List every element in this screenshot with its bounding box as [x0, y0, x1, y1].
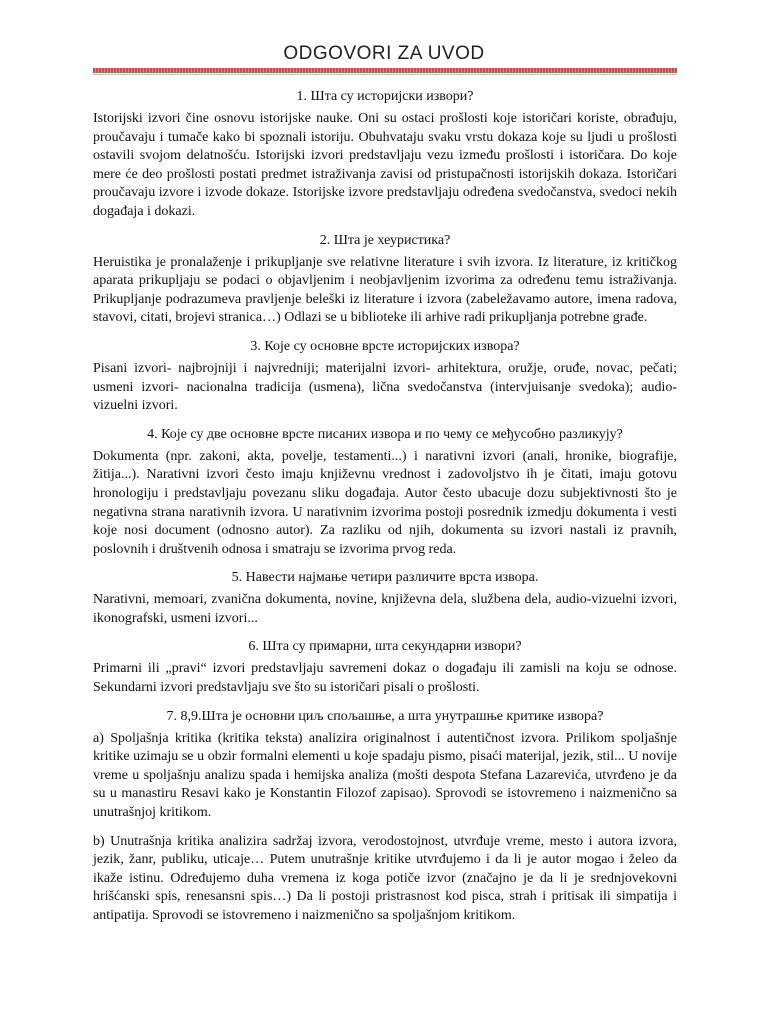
question-heading: 4. Које су две основне врсте писаних извора и по чему се међусобно разликују? [147, 426, 623, 442]
answer-paragraph: Dokumenta (npr. zakoni, akta, povelje, testamenti...) i narativni izvori (anali, hronike, biografije, žitija...). Narativni izvori često imaju književnu vrednost i zadovoljstvo ih je čitati, imaju gotovu hronologiju i predstavljaju povezanu sliku događaja. Autor često ubacuje dozu subjektivnosti što je negativna strana narativnih izvora. U narativnim izvorima postoji posrednik izmedju dokumenta i vesti koje nosi document (odnosno autor). Za razliku od njih, dokumenta su izvori nastali iz pravnih, poslovnih i društvenih odnosa i smatraju se izvorima prvog reda. [93, 448, 677, 557]
page-title: ODGOVORI ZA UVOD [283, 43, 485, 64]
answer-paragraph: Pisani izvori- najbrojniji i najvredniji; materijalni izvori- arhitektura, oružje, oruđe, novac, pečati; usmeni izvori- nacionalna tradicija (usmena), lična svedočanstva (intervjuisanje svedoka); audio-vizuelni izvori. [93, 360, 677, 414]
answer-paragraph: b) Unutrašnja kritika analizira sadržaj izvora, verodostojnost, utvrđuje vreme, mesto i autora izvora, jezik, žanr, publiku, uticaje… Putem unutrašnje kritike utvrđujemo i da li je autor mogao i želeo da ikaže istinu. Određujemo duha vremena iz koga potiče izvor (značajno je da li je srednjovekovni hrišćanski spis, renesansni spis…) Da li postoji pristrasnost kod pisca, strah i pritisak ili simpatija i antipatija. Sprovodi se istovremeno i naizmenično sa spoljašnjom kritikom. [93, 833, 677, 923]
question-heading: 5. Навести најмање четири различите врста извора. [231, 570, 539, 586]
answer-paragraph: Istorijski izvori čine osnovu istorijske nauke. Oni su ostaci prošlosti koje istoričari koriste, obrađuju, proučavaju i tumače kako bi spoznali istoriju. Obuhvataju svaku vrstu dokaza koje su ljudi u prošlosti ostavili svojom delatnošću. Istorijski izvori predstavljaju vezu između prošlosti i istoričara. Do koje mere će deo prošlosti postati predmet istraživanja zavisi od pristupačnosti istorijskih dokaza. Istoričari proučavaju izvore i izvode dokaze. Istorijske izvore predstavljaju određena svedočanstva, svedoci nekih događaja i dokazi. [93, 111, 677, 219]
question-heading: 6. Шта су примарни, шта секундарни извори? [248, 639, 522, 655]
answer-paragraph: Narativni, memoari, zvanična dokumenta, novine, književna dela, službena dela, audio-vizuelni izvori, ikonografski, usmeni izvori... [93, 592, 677, 626]
question-heading: 1. Шта су историјски извори? [296, 89, 474, 104]
answer-paragraph: Heruistika je pronalaženje i prikupljanje sve relativne literature i svih izvora. Iz literature, iz kritičkog aparata prikupljaju se podaci o objavljenim i neobjavljenim izvorima za određenu temu istraživanja. Prikupljanje podrazumeva pravljenje beleški iz literature i izvora (zabeležavamo autore, imena radova, stavovi, citati, brojevi stranica…) Odlazi se u biblioteke ili arhive radi prikupljanja potrebne građe. [93, 254, 677, 326]
title-underline [93, 68, 677, 73]
answer-paragraph: Primarni ili „pravi“ izvori predstavljaju savremeni dokaz o događaju ili zamisli na koju se odnose. Sekundarni izvori predstavljaju sve što su istoričari pisali o prošlosti. [93, 661, 677, 696]
title-underline-shadow [93, 74, 677, 75]
question-heading: 3. Које су основне врсте историјских извора? [250, 338, 520, 354]
answer-paragraph: a) Spoljašnja kritika (kritika teksta) analizira originalnost i autentičnost izvora. Prilikom spoljašnje kritike uzimaju se u obzir formalni elementi u koje spadaju pismo, pisaći materijal, jezik, stil... U novije vreme u spoljašnju analizu spada i hemijska analiza (mošti despota Stefana Lazarevića, utvrđeno je da su u manastiru Resavi kako je Konstantin Filozof zapisao). Sprovodi se istovremeno i naizmenično sa unutrašnjoj kritikom. [93, 730, 677, 821]
question-heading: 2. Шта је хеуристика? [319, 232, 451, 248]
document-body [93, 88, 677, 936]
question-heading: 7. 8,9.Шта је основни циљ спољашње, а шта унутрашње критике извора? [166, 708, 604, 724]
